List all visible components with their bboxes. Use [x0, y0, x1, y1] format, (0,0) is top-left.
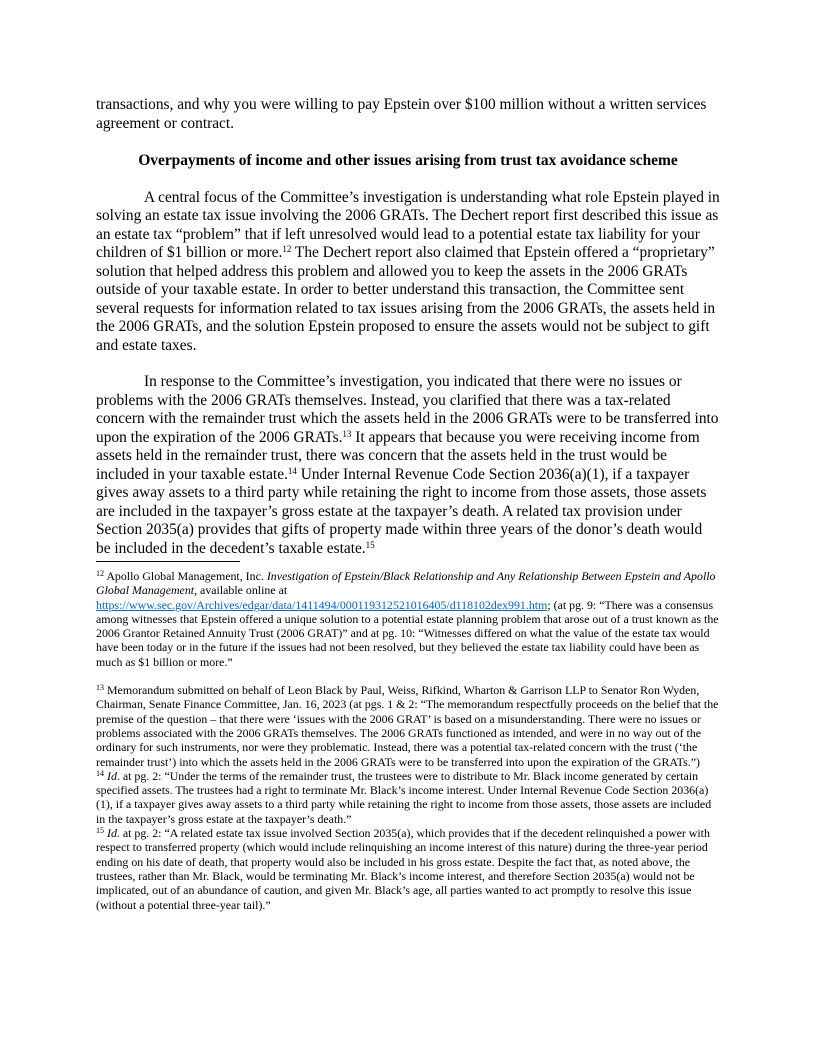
sec-report-link[interactable]: https://www.sec.gov/Archives/edgar/data/1411494/000119312521016405/d118102dex991.htm	[96, 597, 548, 612]
footnote-12-number: 12	[96, 569, 104, 578]
footnote-13	[96, 683, 720, 769]
footnote-15-id: Id	[106, 826, 117, 841]
footnote-12-mid: available online at	[197, 583, 288, 598]
body-paragraph-1	[96, 189, 720, 356]
footnote-14-text: . at pg. 2: “Under the terms of the remainder trust, the trustees were to distribute to Mr. Black income generated by certain specified assets. The trustees had a right to terminate Mr. Black’s income interest. Under Internal Revenue Code Section 2036(a)(1), if a taxpayer gives away assets to a third party while retaining the right to income from those assets, those assets are included in the taxpayer’s gross estate at the taxpayer’s death.”	[96, 768, 712, 826]
footnote-12-tail: ; (at pg. 9: “There was a consensus among witnesses that Epstein offered a unique solution to a potential estate planning problem that arose out of a trust known as the 2006 Grantor Retained Annuity Trust (2006 GRAT)” and at pg. 10: “Witnesses differed on what the value of the estate tax would have been today or in the future if the issues had not been resolved, but they believed the estate tax liability could have been as much as $1 billion or more.”	[96, 597, 719, 669]
paragraph-2-text-b: It appears that because you were receiving income from assets held in the remainder trust, there was concern that the assets held in the trust would be included in your taxable estate.	[96, 428, 700, 483]
section-heading: Overpayments of income and other issues arising from trust tax avoidance scheme	[138, 152, 678, 169]
footnote-14	[96, 769, 720, 826]
footnote-14-number: 14	[96, 768, 104, 778]
body-paragraph-2	[96, 373, 720, 558]
footnote-14-id: Id	[106, 768, 117, 783]
footnote-separator	[96, 561, 240, 562]
opening-paragraph: transactions, and why you were willing to pay Epstein over $100 million without a written services agreement or contract.	[96, 96, 707, 132]
paragraph-1-text-b: The Dechert report also claimed that Epstein offered a “proprietary” solution that helped address this problem and allowed you to keep the assets in the 2006 GRATs outside of your taxable estate. In order to better understand this transaction, the Committee sent several requests for information related to tax issues arising from the 2006 GRATs, the assets held in the 2006 GRATs, and the solution Epstein proposed to ensure the assets would not be subject to gift and estate taxes.	[96, 244, 716, 354]
footnote-ref-14[interactable]: 14	[287, 465, 297, 476]
footnote-13-text: Memorandum submitted on behalf of Leon Black by Paul, Weiss, Rifkind, Wharton & Garrison LLP to Senator Ron Wyden, Chairman, Senate Finance Committee, Jan. 16, 2023 (at pgs. 1 & 2: “The memorandum respectfully proceeds on the belief that the premise of the question – that there were ‘issues with the 2006 GRAT’ is based on a misunderstanding. There were no issues or problems associated with the 2006 GRATs themselves. The 2006 GRATs functioned as intended, and were in no way out of the ordinary for such instruments, nor were they problematic. Instead, there was a potential tax-related concern with the trust (‘the remainder trust’) into which the assets held in the 2006 GRATs were to be transferred into upon the expiration of the GRATs.”)	[96, 683, 719, 769]
footnote-12-title: Investigation of Epstein/Black Relationship and Any Relationship Between Epstein and Apollo Global Management,	[96, 569, 716, 598]
document-page	[96, 96, 720, 912]
footnote-15-text: . at pg. 2: “A related estate tax issue involved Section 2035(a), which provides that if the decedent relinquished a power with respect to transferred property (which would include relinquishing an income interest of this nature) during the three-year period ending on his date of death, that property would also be included in his gross estate. Despite the fact that, as noted above, the trustees, rather than Mr. Black, would be terminating Mr. Black’s income interest, and therefore Section 2035(a) would not be implicated, out of an abundance of caution, and given Mr. Black’s age, all parties wanted to act promptly to resolve this issue (without a potential three-year tail).”	[96, 826, 710, 912]
footnote-15	[96, 826, 720, 912]
footnote-15-number: 15	[96, 826, 104, 836]
paragraph-2-text-c: Under Internal Revenue Code Section 2036(a)(1), if a taxpayer gives away assets to a third party while retaining the right to income from those assets, those assets are included in the taxpayer’s gross estate at the taxpayer’s death. A related tax provision under Section 2035(a) provides that gifts of property made within three years of the donor’s death would be included in the decedent’s taxable estate.	[96, 465, 707, 557]
footnote-12	[96, 569, 720, 669]
footnote-13-number: 13	[96, 683, 104, 693]
footnote-ref-12[interactable]: 12	[282, 244, 292, 254]
paragraph-2-text-a: In response to the Committee’s investigation, you indicated that there were no issues or problems with the 2006 GRATs themselves. Instead, you clarified that there was a tax-related concern with the remainder trust which the assets held in the 2006 GRATs were to be transferred into upon the expiration of the 2006 GRATs.	[96, 373, 719, 446]
footnote-12-lead: Apollo Global Management, Inc.	[104, 569, 267, 583]
footnote-ref-15[interactable]: 15	[365, 539, 375, 550]
footnote-ref-13[interactable]: 13	[342, 428, 352, 439]
paragraph-1-text-a: A central focus of the Committee’s investigation is understanding what role Epstein played in solving an estate tax issue involving the 2006 GRATs. The Dechert report first described this issue as an estate tax “problem” that if left unresolved would lead to a potential estate tax liability for your children of $1 billion or more.	[96, 188, 720, 261]
